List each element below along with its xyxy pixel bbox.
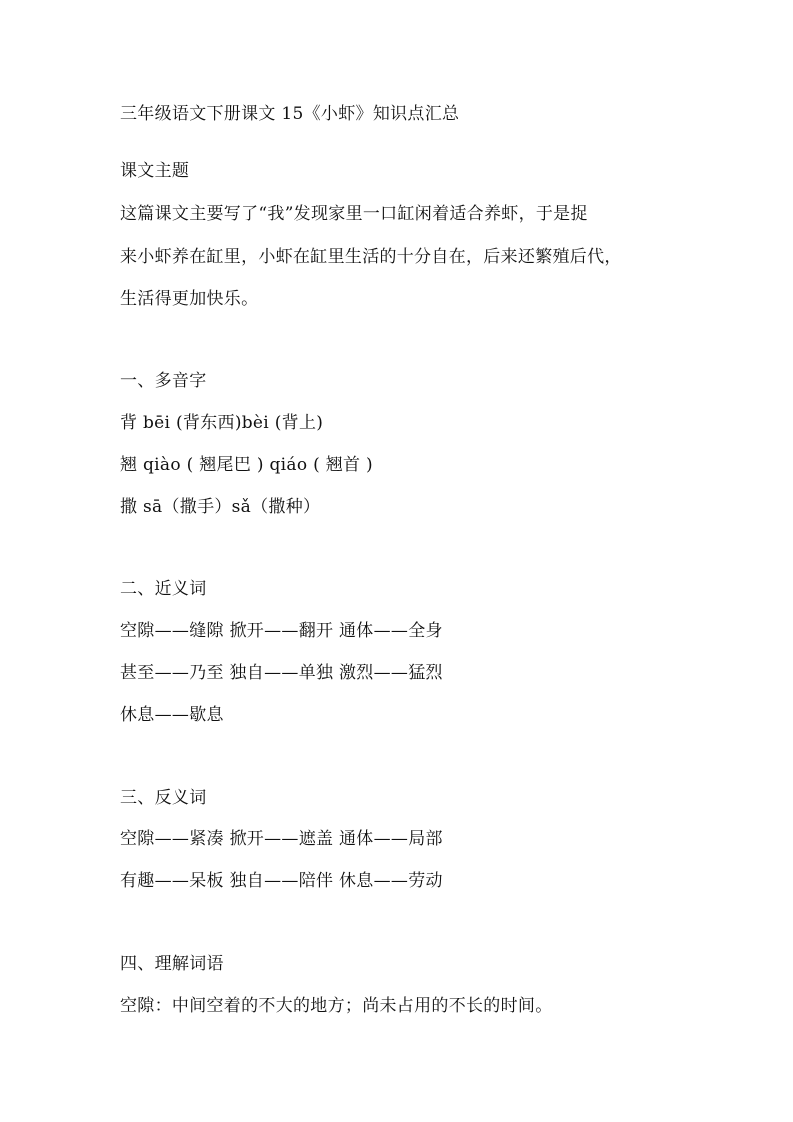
synonym-line: 空隙——缝隙 掀开——翻开 通体——全身: [120, 621, 443, 641]
polyphone-line: 翘 qiào ( 翘尾巴 ) qiáo ( 翘首 ): [120, 455, 373, 475]
polyphone-line: 背 bēi (背东西)bèi (背上): [120, 413, 324, 433]
vocabulary-heading: 四、理解词语: [120, 954, 224, 974]
antonym-line: 有趣——呆板 独自——陪伴 休息——劳动: [120, 871, 443, 891]
synonyms-heading: 二、近义词: [120, 579, 207, 599]
synonym-line: 休息——歇息: [120, 705, 224, 725]
synonym-line: 甚至——乃至 独自——单独 激烈——猛烈: [120, 663, 443, 683]
document-title: 三年级语文下册课文 15《小虾》知识点汇总: [120, 104, 460, 124]
polyphone-line: 撒 sā（撒手）sǎ（撒种）: [120, 497, 321, 517]
theme-line: 来小虾养在缸里，小虾在缸里生活的十分自在，后来还繁殖后代，: [120, 247, 622, 267]
theme-line: 这篇课文主要写了“我”发现家里一口缸闲着适合养虾，于是捉: [120, 204, 588, 224]
antonyms-heading: 三、反义词: [120, 788, 207, 808]
theme-line: 生活得更加快乐。: [120, 289, 259, 309]
vocabulary-line: 空隙：中间空着的不大的地方；尚未占用的不长的时间。: [120, 996, 553, 1016]
theme-heading: 课文主题: [120, 161, 190, 181]
polyphones-heading: 一、多音字: [120, 371, 207, 391]
antonym-line: 空隙——紧凑 掀开——遮盖 通体——局部: [120, 829, 443, 849]
